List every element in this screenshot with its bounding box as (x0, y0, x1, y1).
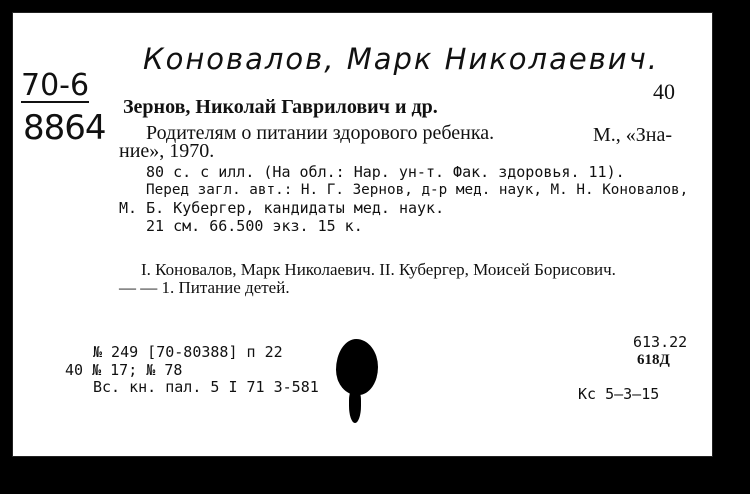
order-line1: № 249 [70-80388] п 22 (93, 343, 283, 361)
call-number-top: 70-6 (21, 68, 90, 103)
catalog-card (12, 12, 713, 457)
card-code: Кс 5—3—15 (578, 385, 660, 403)
call-number-bottom: 8864 (23, 108, 106, 148)
book-title-line1: Родителям о питании здорового ребенка. (146, 122, 495, 144)
ink-blot (336, 339, 378, 395)
index-line1: I. Коновалов, Марк Николаевич. II. Кубергер, Моисей Борисович. (141, 260, 616, 279)
index-line2: — — 1. Питание детей. (119, 278, 290, 297)
order-line3: Вс. кн. пал. 5 I 71 3-581 (93, 378, 319, 396)
page-count-mark: 40 (653, 79, 675, 104)
handwritten-heading: Коновалов, Марк Николаевич. (143, 42, 659, 76)
description-line2: Перед загл. авт.: Н. Г. Зернов, д-р мед. наук, М. Н. Коновалов, (146, 182, 689, 198)
ink-blot-drip (349, 389, 361, 423)
classification-code: 613.22 (633, 333, 688, 351)
publisher-part: М., «Зна- (593, 124, 673, 146)
description-line3: М. Б. Кубергер, кандидаты мед. наук. (119, 199, 445, 217)
order-line2: 40 № 17; № 78 (65, 361, 183, 379)
author-heading: Зернов, Николай Гаврилович и др. (123, 96, 438, 118)
description-line1: 80 с. с илл. (На обл.: Нар. ун-т. Фак. здоровья. 11). (146, 163, 625, 181)
author-sign: 618Д (637, 352, 670, 368)
book-title-line2: ние», 1970. (119, 140, 215, 162)
description-line4: 21 см. 66.500 экз. 15 к. (146, 217, 363, 235)
